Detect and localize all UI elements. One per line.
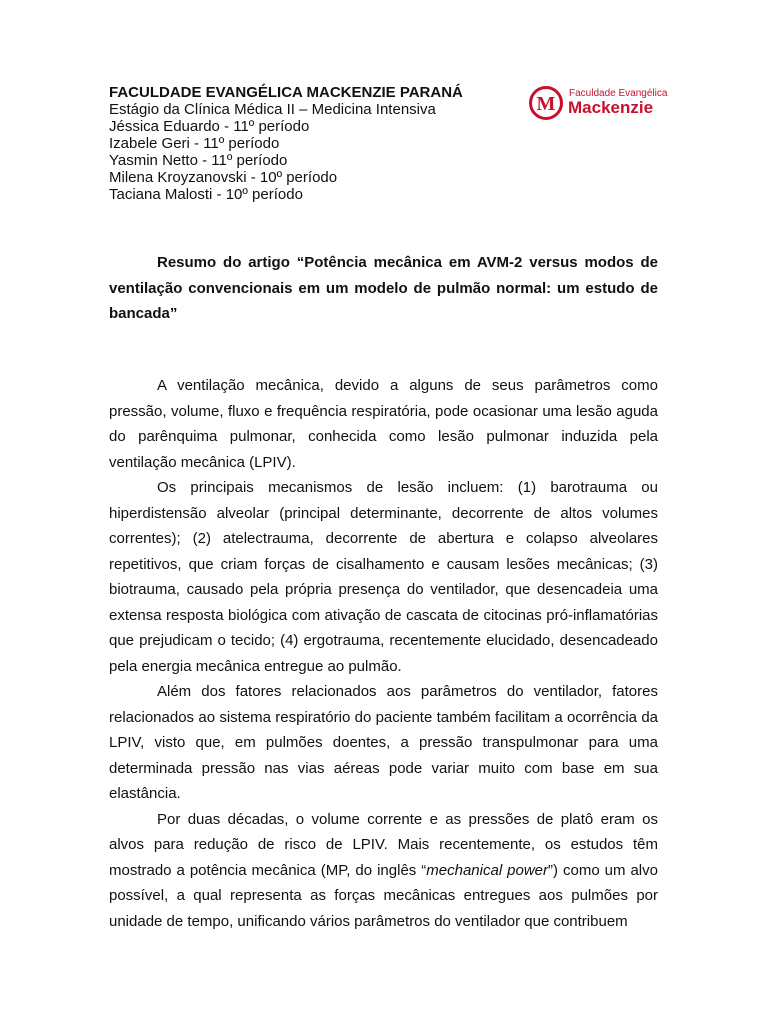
student-line: Yasmin Netto - 11º período — [109, 152, 288, 169]
course-name: Estágio da Clínica Médica II – Medicina Intensiva — [109, 101, 436, 118]
student-line: Izabele Geri - 11º período — [109, 135, 280, 152]
institution-name: FACULDADE EVANGÉLICA MACKENZIE PARANÁ — [109, 84, 463, 101]
student-line: Milena Kroyzanovski - 10º período — [109, 169, 338, 186]
paragraph-text: ”) como um alvo possível, a qual representa as forças mecânicas entregues aos pulmões por unidade de tempo, unificando vários parâmetros do ventilador que contribuem — [109, 861, 658, 930]
document-header — [109, 84, 509, 203]
emphasis-text: mechanical power — [426, 861, 548, 879]
student-line: Taciana Malosti - 10º período — [109, 186, 303, 203]
student-line: Jéssica Eduardo - 11º período — [109, 118, 310, 135]
logo-letter: M — [536, 93, 556, 115]
paragraph-text: Por duas décadas, o volume corrente e as pressões de platô eram os alvos para redução de risco de LPIV. Mais recentemente, os estudos têm mostrado a potência mecânica (MP, do inglês “ — [109, 810, 658, 879]
paragraph: Além dos fatores relacionados aos parâmetros do ventilador, fatores relacionados ao sistema respiratório do paciente também facilitam a ocorrência da LPIV, visto que, em pulmões doentes, a pressão transpulmonar para uma determinada pressão nas vias aéreas pode variar muito com base em sua elastância. — [109, 683, 658, 802]
logo-line-2: Mackenzie — [568, 98, 654, 117]
article-title: Resumo do artigo “Potência mecânica em AVM-2 versus modos de ventilação convencionais em um modelo de pulmão normal: um estudo de bancada” — [109, 254, 658, 322]
article-body — [109, 373, 658, 934]
paragraph: A ventilação mecânica, devido a alguns de seus parâmetros como pressão, volume, fluxo e frequência respiratória, pode ocasionar uma lesão aguda do parênquima pulmonar, conhecida como lesão pulmonar induzida pela ventilação mecânica (LPIV). — [109, 377, 658, 471]
paragraph — [109, 807, 658, 935]
paragraph: Os principais mecanismos de lesão incluem: (1) barotrauma ou hiperdistensão alveolar (principal determinante, decorrente de altos volumes correntes); (2) atelectrauma, decorrente de abertura e colapso alveolares repetitivos, que criam forças de cisalhamento e causam lesões mecânicas; (3) biotrauma, causado pela própria presença do ventilador, que desencadeia uma extensa resposta biológica com ativação de cascata de citocinas pró-inflamatórias que prejudicam o tecido; (4) ergotrauma, recentemente elucidado, desencadeado pela energia mecânica entregue ao pulmão. — [109, 479, 658, 675]
mackenzie-logo — [529, 86, 669, 122]
mackenzie-m-icon — [529, 86, 563, 120]
logo-line-1: Faculdade Evangélica — [569, 88, 668, 99]
